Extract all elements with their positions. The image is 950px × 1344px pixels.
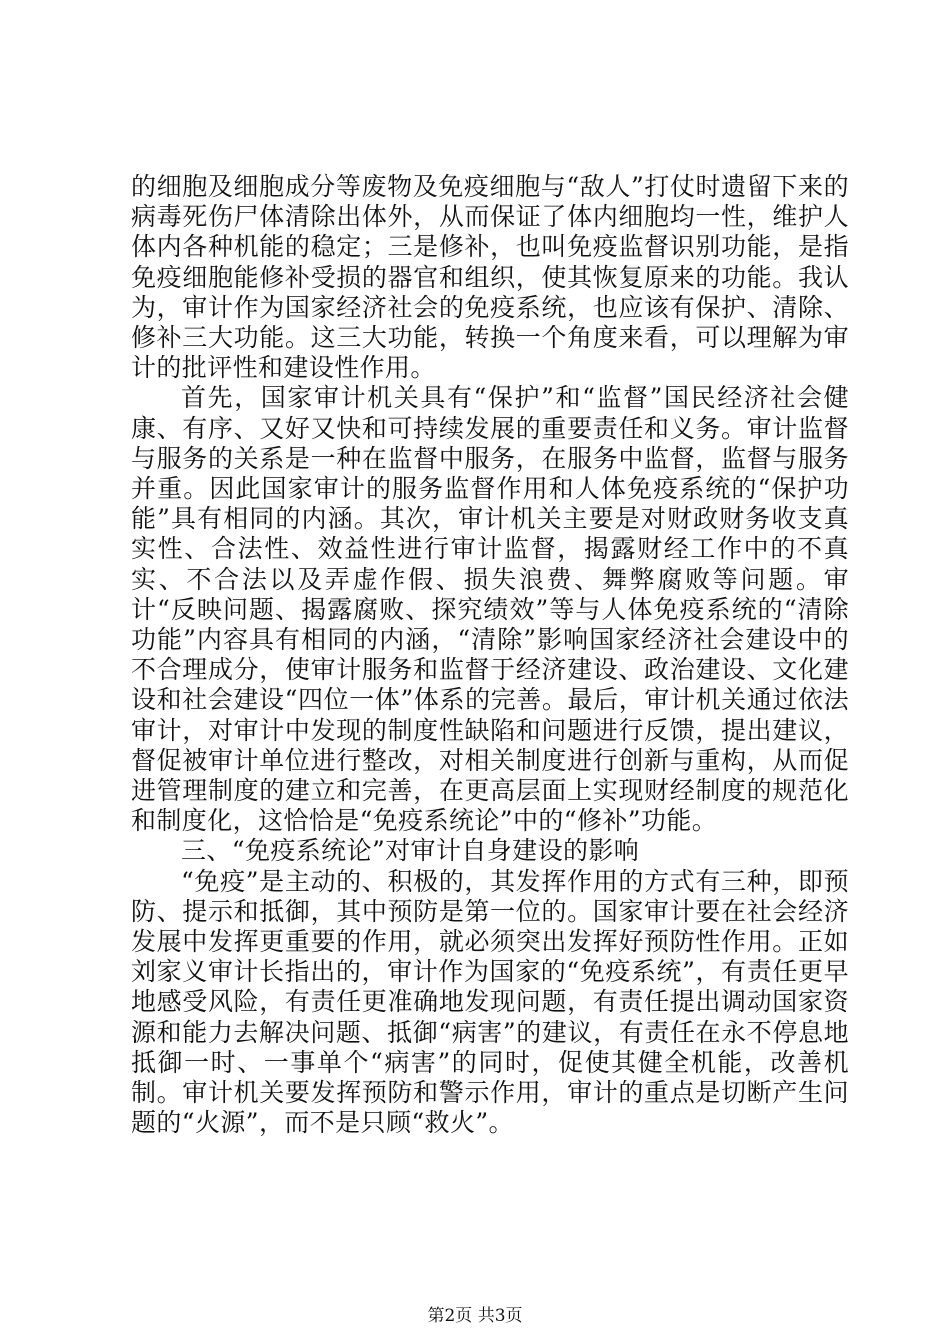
page-number-footer: 第2页 共3页 (427, 1306, 523, 1326)
document-body (131, 172, 849, 1139)
section-heading: 三、“免疫系统论”对审计自身建设的影响 (181, 836, 640, 866)
paragraph-1: 的细胞及细胞成分等废物及免疫细胞与“敌人”打仗时遗留下来的病毒死伤尸体清除出体外，从而保证了体内细胞均一性，维护人体内各种机能的稳定；三是修补，也叫免疫监督识别功能，是指免疫细胞能修补受损的器官和组织，使其恢复原来的功能。我认为，审计作为国家经济社会的免疫系统，也应该有保护、清除、修补三大功能。这三大功能，转换一个角度来看，可以理解为审计的批评性和建设性作用。 (131, 172, 849, 383)
paragraph-3: “免疫”是主动的、积极的，其发挥作用的方式有三种，即预防、提示和抵御，其中预防是第一位的。国家审计要在社会经济发展中发挥更重要的作用，就必须突出发挥好预防性作用。正如刘家义审计长指出的，审计作为国家的“免疫系统”，有责任更早地感受风险，有责任更准确地发现问题，有责任提出调动国家资源和能力去解决问题、抵御“病害”的建议，有责任在永不停息地抵御一时、一事单个“病害”的同时，促使其健全机能，改善机制。审计机关要发挥预防和警示作用，审计的重点是切断产生问题的“火源”，而不是只顾“救火”。 (131, 866, 849, 1138)
paragraph-2: 首先，国家审计机关具有“保护”和“监督”国民经济社会健康、有序、又好又快和可持续发展的重要责任和义务。审计监督与服务的关系是一种在监督中服务，在服务中监督，监督与服务并重。因此国家审计的服务监督作用和人体免疫系统的“保护功能”具有相同的内涵。其次，审计机关主要是对财政财务收支真实性、合法性、效益性进行审计监督，揭露财经工作中的不真实、不合法以及弄虚作假、损失浪费、舞弊腐败等问题。审计“反映问题、揭露腐败、探究绩效”等与人体免疫系统的“清除功能”内容具有相同的内涵，“清除”影响国家经济社会建设中的不合理成分，使审计服务和监督于经济建设、政治建设、文化建设和社会建设“四位一体”体系的完善。最后，审计机关通过依法审计，对审计中发现的制度性缺陷和问题进行反馈，提出建议，督促被审计单位进行整改，对相关制度进行创新与重构，从而促进管理制度的建立和完善，在更高层面上实现财经制度的规范化和制度化，这恰恰是“免疫系统论”中的“修补”功能。 (131, 383, 849, 836)
